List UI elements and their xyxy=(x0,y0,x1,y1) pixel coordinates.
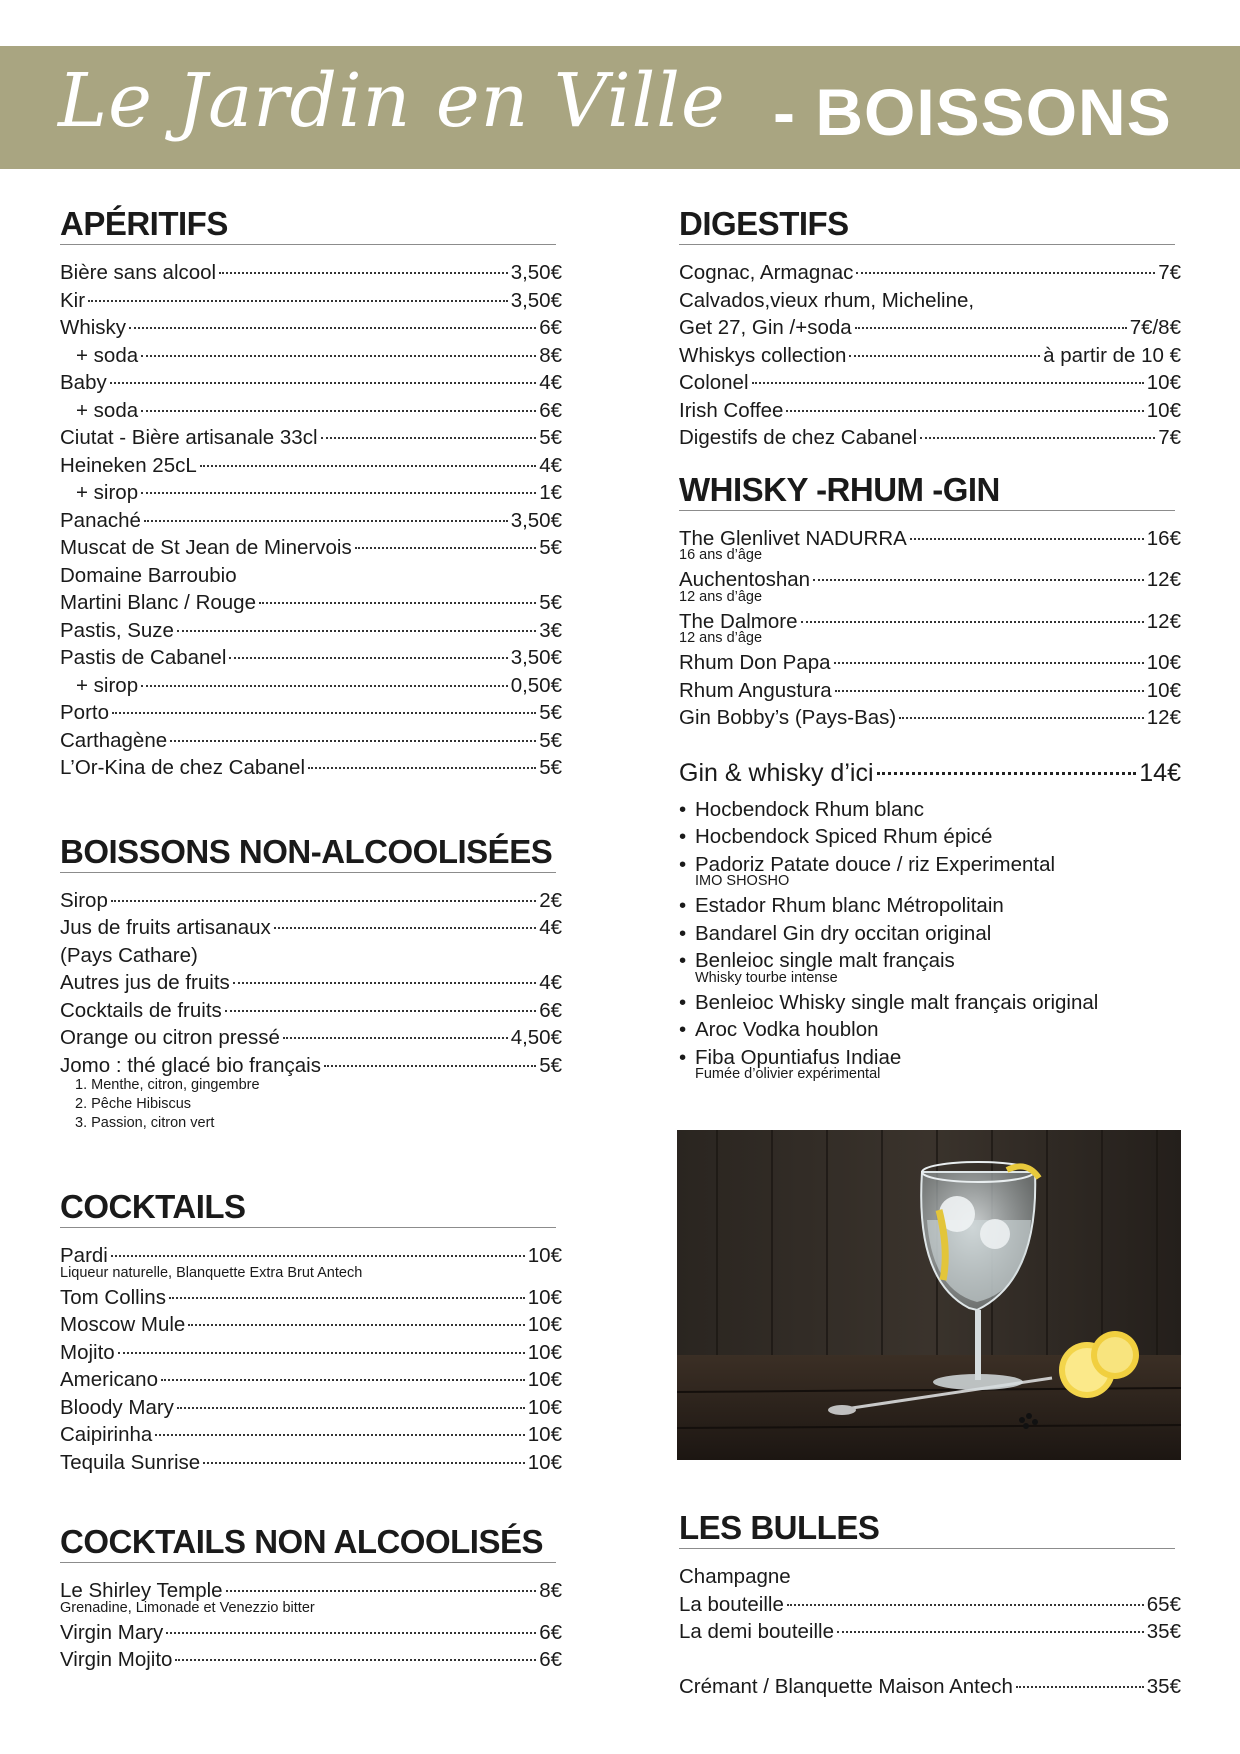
item-price: 6€ xyxy=(539,398,562,422)
left-column xyxy=(60,200,562,1674)
right-column xyxy=(679,200,1181,1085)
item-name: Bandarel Gin dry occitan original xyxy=(695,921,992,945)
menu-item-row xyxy=(60,534,562,562)
item-name: + soda xyxy=(76,398,139,422)
section-title-aperitifs: APÉRITIFS xyxy=(60,204,556,245)
bullet-icon: • xyxy=(679,921,687,945)
item-price: 10€ xyxy=(527,1313,562,1336)
menu-category-title: - BOISSONS xyxy=(773,75,1172,149)
menu-item-row xyxy=(60,1646,562,1674)
menu-item-row xyxy=(60,969,562,997)
section-title-cocktails: COCKTAILS xyxy=(60,1187,556,1228)
item-name: Irish Coffee xyxy=(679,398,784,422)
menu-item-row xyxy=(60,914,562,942)
menu-item-row xyxy=(60,1024,562,1052)
item-name: Heineken 25cL xyxy=(60,453,197,477)
dot-leader xyxy=(355,547,536,549)
dot-leader xyxy=(155,1434,524,1436)
item-name: Baby xyxy=(60,371,107,394)
item-price: 5€ xyxy=(539,426,562,449)
item-name: Estador Rhum blanc Métropolitain xyxy=(695,894,1004,917)
item-name: Carthagène xyxy=(60,728,168,752)
dot-leader xyxy=(226,1590,537,1592)
item-name: Kir xyxy=(60,288,86,312)
menu-item-row xyxy=(60,452,562,480)
item-name: La bouteille xyxy=(679,1592,784,1616)
dot-leader xyxy=(200,465,536,467)
item-price: 12€ xyxy=(1146,706,1181,729)
item-price: 16€ xyxy=(1146,526,1181,550)
item-name: Bloody Mary xyxy=(60,1395,174,1419)
menu-item-row xyxy=(60,1311,562,1339)
item-name: Whiskys collection xyxy=(679,343,847,367)
cremant-row xyxy=(679,1673,1181,1701)
bullet-icon: • xyxy=(679,852,687,876)
item-note: 12 ans d’âge xyxy=(679,630,763,646)
dot-leader xyxy=(321,437,537,439)
menu-item-row xyxy=(679,1618,1181,1646)
section-non-alcoholic xyxy=(60,832,562,1134)
item-price: 5€ xyxy=(539,1053,562,1077)
non-alcoholic-list xyxy=(60,887,562,1080)
item-price: 8€ xyxy=(539,1579,562,1602)
section-digestifs xyxy=(679,204,1181,452)
item-name: La demi bouteille xyxy=(679,1620,834,1643)
item-note: Whisky tourbe intense xyxy=(695,969,838,986)
item-note: IMO SHOSHO xyxy=(695,873,790,889)
title-banner xyxy=(0,46,1240,169)
menu-item-row xyxy=(60,589,562,617)
dot-leader xyxy=(849,355,1040,357)
item-price: 5€ xyxy=(539,756,562,779)
dot-leader xyxy=(920,437,1155,439)
item-price: 3,50€ xyxy=(510,288,562,312)
item-price: 6€ xyxy=(539,998,562,1022)
dot-leader xyxy=(166,1632,536,1634)
item-name: Martini Blanc / Rouge xyxy=(60,591,256,614)
menu-item-row xyxy=(60,259,562,287)
section-local-spirits xyxy=(679,756,1181,1083)
gin-tonic-photo xyxy=(677,1130,1181,1460)
item-name: Virgin Mary xyxy=(60,1620,164,1644)
dot-leader xyxy=(229,657,507,659)
section-whisky-rhum-gin xyxy=(679,470,1181,732)
item-price: 10€ xyxy=(527,1450,562,1474)
flavor-note: 2. Pêche Hibiscus xyxy=(75,1096,192,1112)
dot-leader xyxy=(177,1407,525,1409)
local-spirits-price: 14€ xyxy=(1139,758,1181,787)
champagne-label: Champagne xyxy=(679,1565,791,1588)
item-price: 5€ xyxy=(539,728,562,752)
item-name: Hocbendock Rhum blanc xyxy=(695,797,925,821)
menu-item-row xyxy=(60,314,562,342)
item-name: Hocbendock Spiced Rhum épicé xyxy=(695,825,993,848)
bullet-icon: • xyxy=(679,990,687,1014)
bullet-icon: • xyxy=(679,797,687,821)
menu-item-row xyxy=(679,369,1181,397)
item-name: Sirop xyxy=(60,888,108,912)
local-spirits-heading xyxy=(679,756,1181,790)
restaurant-name: Le Jardin en Ville xyxy=(58,58,726,144)
flavor-note: 1. Menthe, citron, gingembre xyxy=(75,1077,260,1093)
bullet-icon: • xyxy=(679,1018,687,1041)
item-price: 6€ xyxy=(539,1620,562,1644)
aperitifs-list xyxy=(60,259,562,782)
section-aperitifs xyxy=(60,204,562,782)
list-item-label: Calvados,vieux rhum, Micheline, xyxy=(679,288,975,312)
dot-leader xyxy=(110,382,536,384)
bullet-item xyxy=(679,796,1181,824)
item-name: Jomo : thé glacé bio français xyxy=(60,1053,321,1077)
item-price: 5€ xyxy=(539,701,562,724)
menu-item-row xyxy=(679,1591,1181,1619)
dot-leader xyxy=(813,579,1144,581)
item-name: Autres jus de fruits xyxy=(60,971,230,994)
bullet-icon: • xyxy=(679,949,687,972)
menu-item-row xyxy=(60,479,562,507)
section-title-bubbles: LES BULLES xyxy=(679,1508,1175,1549)
item-price: 4€ xyxy=(539,916,562,939)
item-price: 12€ xyxy=(1146,609,1181,633)
menu-item-row xyxy=(679,424,1181,452)
item-name: L’Or-Kina de chez Cabanel xyxy=(60,756,306,779)
dot-leader xyxy=(837,1631,1144,1633)
item-name: Whisky xyxy=(60,316,127,339)
dot-leader xyxy=(141,355,536,357)
item-price: 35€ xyxy=(1146,1674,1181,1698)
item-price: 7€/8€ xyxy=(1129,316,1181,339)
dot-leader xyxy=(308,767,536,769)
local-spirits-list xyxy=(679,796,1181,1083)
item-price: 10€ xyxy=(1146,678,1181,702)
item-name: Cognac, Armagnac xyxy=(679,261,854,284)
item-price: 10€ xyxy=(1146,371,1181,394)
item-name: Tom Collins xyxy=(60,1285,166,1309)
item-name: + sirop xyxy=(76,673,139,697)
item-note: 16 ans d’âge xyxy=(679,547,763,563)
dot-leader xyxy=(161,1379,525,1381)
dot-leader xyxy=(1016,1686,1144,1688)
item-price: 0,50€ xyxy=(510,673,562,697)
dot-leader xyxy=(111,1255,525,1257)
item-name: Virgin Mojito xyxy=(60,1648,173,1671)
item-price: 3,50€ xyxy=(510,646,562,669)
item-price: 7€ xyxy=(1158,426,1181,449)
item-price: 3,50€ xyxy=(510,508,562,532)
item-price: 5€ xyxy=(539,591,562,614)
item-name: Auchentoshan xyxy=(679,568,811,591)
section-bubbles xyxy=(679,1508,1181,1700)
item-price: 4€ xyxy=(539,453,562,477)
item-price: 4€ xyxy=(539,371,562,394)
section-title-mocktails: COCKTAILS NON ALCOOLISÉS xyxy=(60,1522,556,1563)
menu-item-row xyxy=(60,727,562,755)
item-name: Mojito xyxy=(60,1340,115,1364)
item-name: Benleioc Whisky single malt français original xyxy=(695,990,1099,1014)
dot-leader xyxy=(855,327,1127,329)
menu-item-row xyxy=(60,754,562,782)
item-name: Le Shirley Temple xyxy=(60,1579,223,1602)
dot-leader xyxy=(259,602,536,604)
menu-item-row xyxy=(60,887,562,915)
item-name: Rhum Don Papa xyxy=(679,651,831,674)
dot-leader xyxy=(787,1604,1144,1606)
item-name: Muscat de St Jean de Minervois xyxy=(60,536,352,559)
mocktails-list xyxy=(60,1577,562,1674)
item-price: 65€ xyxy=(1146,1592,1181,1616)
bullet-item xyxy=(679,920,1181,948)
flavor-note: 3. Passion, citron vert xyxy=(75,1115,215,1131)
section-title-digestifs: DIGESTIFS xyxy=(679,204,1175,245)
dot-leader xyxy=(141,410,536,412)
dot-leader xyxy=(324,1065,536,1067)
menu-item-row xyxy=(60,672,562,700)
dot-leader xyxy=(899,717,1144,719)
menu-item-row xyxy=(60,617,562,645)
dot-leader xyxy=(175,1659,536,1661)
item-name: The Dalmore xyxy=(679,609,798,633)
menu-item-row xyxy=(60,1421,562,1449)
bullet-item xyxy=(679,823,1181,851)
item-price: 10€ xyxy=(527,1244,562,1267)
item-price: 8€ xyxy=(539,343,562,367)
menu-item-row xyxy=(60,287,562,315)
item-name: Pastis, Suze xyxy=(60,618,174,642)
item-price: 10€ xyxy=(527,1340,562,1364)
list-item-label: Domaine Barroubio xyxy=(60,563,237,587)
dot-leader xyxy=(801,621,1144,623)
item-price: 3,50€ xyxy=(510,261,562,284)
menu-item-row xyxy=(60,1449,562,1477)
dot-leader xyxy=(169,1297,525,1299)
dot-leader xyxy=(129,327,536,329)
menu-item-row xyxy=(60,1052,562,1080)
item-name: Colonel xyxy=(679,371,749,394)
item-price: 6€ xyxy=(539,316,562,339)
item-note: 12 ans d’âge xyxy=(679,588,763,605)
menu-item-row xyxy=(60,997,562,1025)
digestifs-list xyxy=(679,259,1181,452)
item-name: Orange ou citron pressé xyxy=(60,1026,280,1049)
cocktails-list xyxy=(60,1242,562,1476)
menu-item-row xyxy=(679,397,1181,425)
dot-leader xyxy=(877,772,1137,775)
menu-item-row xyxy=(60,1284,562,1312)
item-name: Jus de fruits artisanaux xyxy=(60,916,271,939)
bullet-item xyxy=(679,892,1181,920)
menu-item-row xyxy=(679,649,1181,677)
item-name: The Glenlivet NADURRA xyxy=(679,526,907,550)
item-note: Liqueur naturelle, Blanquette Extra Brut Antech xyxy=(60,1264,363,1281)
menu-item-row xyxy=(679,677,1181,705)
item-price: 5€ xyxy=(539,536,562,559)
dot-leader xyxy=(752,382,1144,384)
item-name: Ciutat - Bière artisanale 33cl xyxy=(60,426,318,449)
dot-leader xyxy=(856,272,1155,274)
item-name: + soda xyxy=(76,343,139,367)
menu-item-row xyxy=(60,1339,562,1367)
section-title-non-alcoholic: BOISSONS NON-ALCOOLISÉES xyxy=(60,832,556,873)
dot-leader xyxy=(141,685,508,687)
item-name: Rhum Angustura xyxy=(679,678,832,702)
dot-leader xyxy=(188,1324,524,1326)
list-item-label: (Pays Cathare) xyxy=(60,943,198,967)
bullet-icon: • xyxy=(679,1045,687,1069)
item-note: Grenadine, Limonade et Venezzio bitter xyxy=(60,1599,315,1616)
menu-item-row xyxy=(60,644,562,672)
champagne-list xyxy=(679,1591,1181,1646)
bullet-icon: • xyxy=(679,825,687,848)
dot-leader xyxy=(203,1462,525,1464)
dot-leader xyxy=(141,492,536,494)
dot-leader xyxy=(786,410,1143,412)
dot-leader xyxy=(170,740,536,742)
dot-leader xyxy=(233,982,536,984)
item-price: 3€ xyxy=(539,618,562,642)
dot-leader xyxy=(910,538,1144,540)
dot-leader xyxy=(112,712,536,714)
dot-leader xyxy=(177,630,536,632)
item-name: Gin Bobby’s (Pays-Bas) xyxy=(679,706,897,729)
dot-leader xyxy=(834,662,1144,664)
item-name: Bière sans alcool xyxy=(60,261,217,284)
bullet-item xyxy=(679,989,1181,1017)
item-price: 6€ xyxy=(539,1648,562,1671)
item-name: Padoriz Patate douce / riz Experimental xyxy=(695,852,1056,876)
item-name: Fiba Opuntiafus Indiae xyxy=(695,1045,902,1069)
item-price: 4,50€ xyxy=(510,1026,562,1049)
bullet-item xyxy=(679,1016,1181,1044)
item-price: à partir de 10 € xyxy=(1043,343,1181,367)
item-price: 10€ xyxy=(527,1395,562,1419)
section-title-whisky-rhum-gin: WHISKY -RHUM -GIN xyxy=(679,470,1175,511)
dot-leader xyxy=(225,1010,536,1012)
item-price: 10€ xyxy=(527,1285,562,1309)
menu-item-row xyxy=(60,1394,562,1422)
item-price: 12€ xyxy=(1146,568,1181,591)
gin-tonic-illustration xyxy=(677,1130,1181,1460)
menu-item-row xyxy=(60,507,562,535)
item-note: Fumée d’olivier expérimental xyxy=(695,1066,881,1082)
menu-item-row xyxy=(679,259,1181,287)
menu-item-row xyxy=(60,342,562,370)
item-price: 10€ xyxy=(1146,651,1181,674)
menu-item-row xyxy=(60,397,562,425)
item-name: Cocktails de fruits xyxy=(60,998,222,1022)
item-name: Crémant / Blanquette Maison Antech xyxy=(679,1674,1013,1698)
dot-leader xyxy=(88,300,508,302)
dot-leader xyxy=(144,520,508,522)
item-price: 10€ xyxy=(1146,398,1181,422)
item-price: 7€ xyxy=(1158,261,1181,284)
item-name: Tequila Sunrise xyxy=(60,1450,201,1474)
menu-item-row xyxy=(679,704,1181,732)
item-name: Pastis de Cabanel xyxy=(60,646,227,669)
menu-item-row xyxy=(60,699,562,727)
dot-leader xyxy=(283,1037,508,1039)
item-name: Americano xyxy=(60,1368,158,1391)
dot-leader xyxy=(274,927,536,929)
dot-leader xyxy=(835,690,1144,692)
menu-item-row xyxy=(60,1366,562,1394)
item-name: + sirop xyxy=(76,481,139,504)
section-cocktails xyxy=(60,1187,562,1476)
item-name: Moscow Mule xyxy=(60,1313,186,1336)
menu-item-row xyxy=(679,342,1181,370)
menu-item-row xyxy=(60,369,562,397)
item-price: 2€ xyxy=(539,888,562,912)
item-price: 35€ xyxy=(1146,1620,1181,1643)
bullet-icon: • xyxy=(679,894,687,917)
menu-item-row xyxy=(60,424,562,452)
item-name: Porto xyxy=(60,701,109,724)
menu-item-row xyxy=(60,1619,562,1647)
dot-leader xyxy=(111,900,536,902)
item-name: Pardi xyxy=(60,1244,108,1267)
item-name: Get 27, Gin /+soda xyxy=(679,316,852,339)
item-price: 10€ xyxy=(527,1368,562,1391)
item-price: 4€ xyxy=(539,971,562,994)
section-mocktails xyxy=(60,1522,562,1674)
local-spirits-label: Gin & whisky d’ici xyxy=(679,758,874,787)
menu-item-row xyxy=(679,314,1181,342)
dot-leader xyxy=(219,272,508,274)
whisky-list xyxy=(679,525,1181,732)
item-name: Digestifs de chez Cabanel xyxy=(679,426,918,449)
item-price: 10€ xyxy=(527,1423,562,1446)
item-name: Benleioc single malt français xyxy=(695,949,955,972)
item-name: Panaché xyxy=(60,508,141,532)
item-name: Aroc Vodka houblon xyxy=(695,1018,879,1041)
item-name: Caipirinha xyxy=(60,1423,153,1446)
item-price: 1€ xyxy=(539,481,562,504)
dot-leader xyxy=(118,1352,525,1354)
